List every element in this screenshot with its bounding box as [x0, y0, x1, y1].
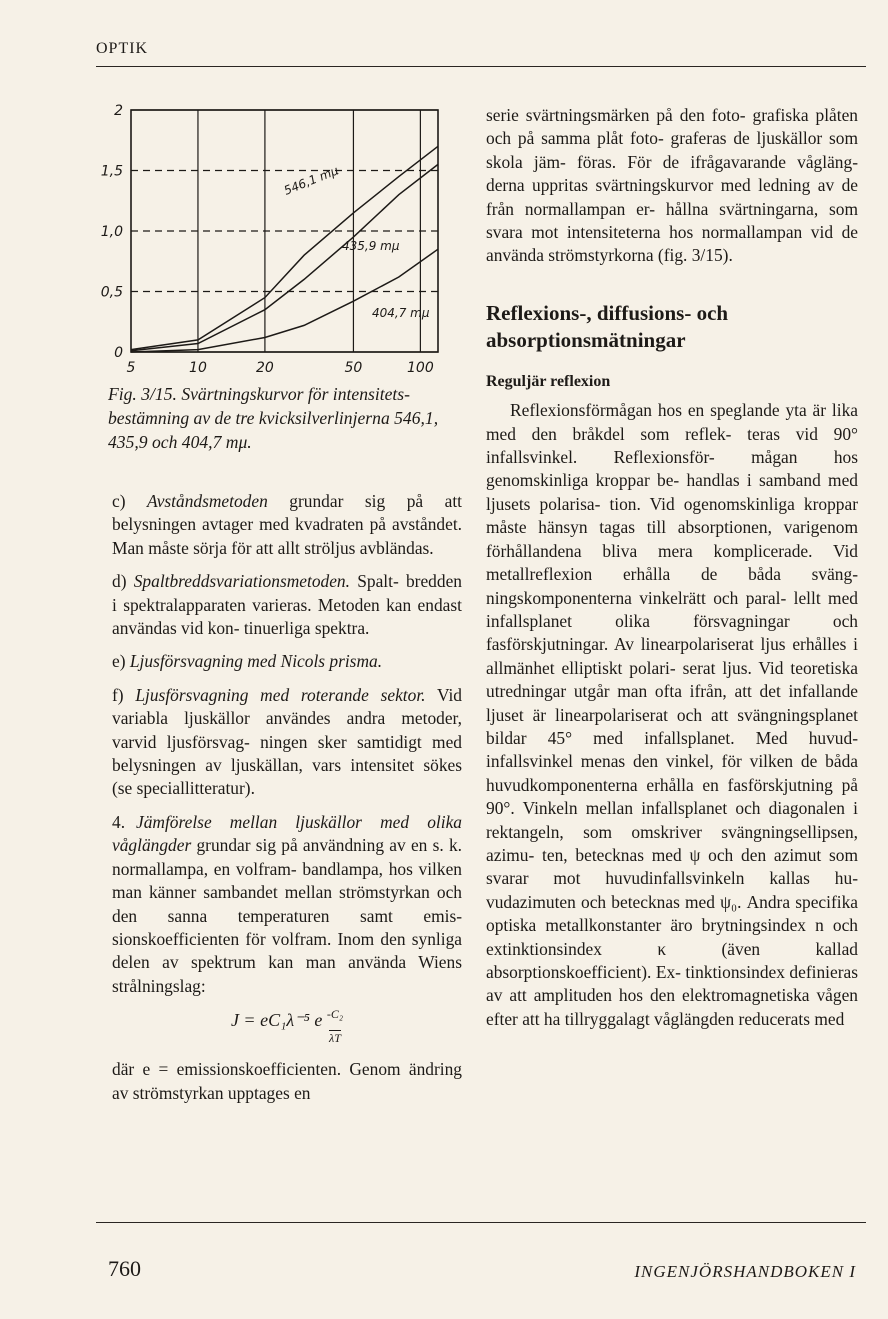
- y-tick-label: 0,5: [100, 284, 123, 301]
- paragraph-d: d) Spaltbreddsvariationsmetoden. Spalt- bredden i spektralapparaten varieras. Metoden kan endast användas vid kon- tinuerliga spektra.: [112, 571, 462, 639]
- curve-label-404: 404,7 mμ: [372, 306, 430, 320]
- header-rule: [96, 66, 866, 67]
- x-tick-label: 100: [407, 360, 434, 376]
- x-tick-label: 20: [256, 360, 274, 376]
- paragraph-right-2: Reflexionsförmågan hos en speglande yta är lika med den bråkdel som reflek- teras vid 90° infallsvinkel. Reflexionsför- mågan hos genomskinliga kroppar be- handlas i samband med ljusets polarisa- tion. Vid ogenomskinliga kroppar måste hänsyn tagas till absorptionen, varigenom förhållandena bliva mera komplicerade. Vid metallreflexion erhålla de båda sväng- ningskomponenterna vinkelrätt och paral- lellt med infallsplanet olika försvagningar och fasförskjutningar. Av linearpolariserat ljus erhålles i allmänhet elliptiskt polari- serat ljus. Vid teoretiska utredningar utgår man ofta ifrån, att det infallande ljuset är linearpolariserat och att svängningsplanet bildar 45° med infallsplanet. Med huvud- infallsvinkel menas den vinkel, för vilken de båda huvudkomponenterna erhålla en fasförskjutning på 90°. Vinkeln mellan infallsplanet och diagonalen i rektangeln, som omskriver svängningsellipsen, azimu- ten, betecknas med ψ och den azimut som svarar mot huvudinfallsvinkeln kallas hu- vudazimuten och betecknas med ψ₀. Andra specifika optiska metallkonstanter äro brytningsindex n och extinktionsindex κ (även kallad absorptionskoefficient). Ex- tinktionsindex definieras av att amplituden hos den elektromagnetiska vågen efter att ha tillryggalagt våglängden reducerats med: [486, 400, 858, 1029]
- chart-curve-labels: [282, 163, 430, 320]
- running-head: OPTIK: [96, 40, 149, 57]
- y-tick-label: 2: [114, 103, 123, 119]
- curve-label-546: 546,1 mμ: [281, 163, 341, 198]
- paragraph-e: e) Ljusförsvagning med Nicols prisma.: [112, 651, 383, 672]
- x-tick-label: 10: [189, 360, 207, 376]
- paragraph-right-1: serie svärtningsmärken på den foto- grafiska plåten och på samma plåt foto- graferas de ljuskällor som skola jäm- föras. För de ifrågavarande vågläng- derna uppritas svärtningskurvor med ledning av de från normallampan er- hållna svärtningarna, som svara mot intensiteterna hos normallampan vid de använda strömstyrkorna (fig. 3/15).: [486, 105, 858, 266]
- curve-label-435: 435,9 mμ: [342, 239, 400, 253]
- figure-caption: [108, 382, 468, 454]
- paragraph-after-formula: där e = emissionskoefficienten. Genom ändring av strömstyrkan upptages en: [112, 1059, 462, 1103]
- y-tick-label: 1,0: [100, 224, 123, 240]
- paragraph-c: c) Avståndsmetoden grundar sig på att belysningen avtager med kvadraten på avståndet. Man måste sörja för att allt ströljus avbländas.: [112, 491, 462, 558]
- series-line-2: [131, 249, 438, 352]
- subsection-title: Reguljär reflexion: [486, 372, 611, 390]
- y-tick-label: 0: [114, 345, 123, 361]
- footer-rule: [96, 1222, 866, 1223]
- x-tick-label: 50: [344, 360, 363, 376]
- left-column: [112, 490, 462, 1105]
- paragraph-f: f) Ljusförsvagning med roterande sektor. Vid variabla ljuskällor användes andra metoder, varvid ljusförsvag- ningen sker samtidigt med belysningen av ljuskällan, vars intensitet sökes (se speciallitteratur).: [112, 684, 462, 799]
- right-column: [486, 104, 858, 1031]
- paragraph-item-4: 4. Jämförelse mellan ljuskällor med olika våglängder grundar sig på användning av en s. k. normallampa, en volfram- bandlampa, hos vilken man känner sambandet mellan strömstyrkan och den sanna temperaturen samt emis- sionskoefficienten för volfram. Inom den synliga delen av spektrum kan man använda Wiens strålningslag:: [112, 811, 462, 996]
- y-tick-label: 1,5: [100, 163, 123, 180]
- x-tick-label: 5: [126, 360, 136, 376]
- section-title: Reflexions-, diffusions- och absorptionsmätningar: [486, 300, 729, 352]
- caption-label: Fig. 3/15.: [108, 384, 177, 404]
- blackening-curves-chart: [96, 95, 476, 377]
- caption-text: Svärtningskurvor för intensitets- bestämning av de tre kvicksilverlinjerna 546,1, 435,9 och 404,7 mμ.: [108, 384, 439, 452]
- footer-book-title: INGENJÖRSHANDBOKEN I: [634, 1262, 856, 1281]
- page-number: 760: [108, 1256, 141, 1281]
- wien-formula: J = eC₁λ⁻⁵ e $\frac{\text{-C₂}}{\lambda T}$: [230, 1007, 344, 1046]
